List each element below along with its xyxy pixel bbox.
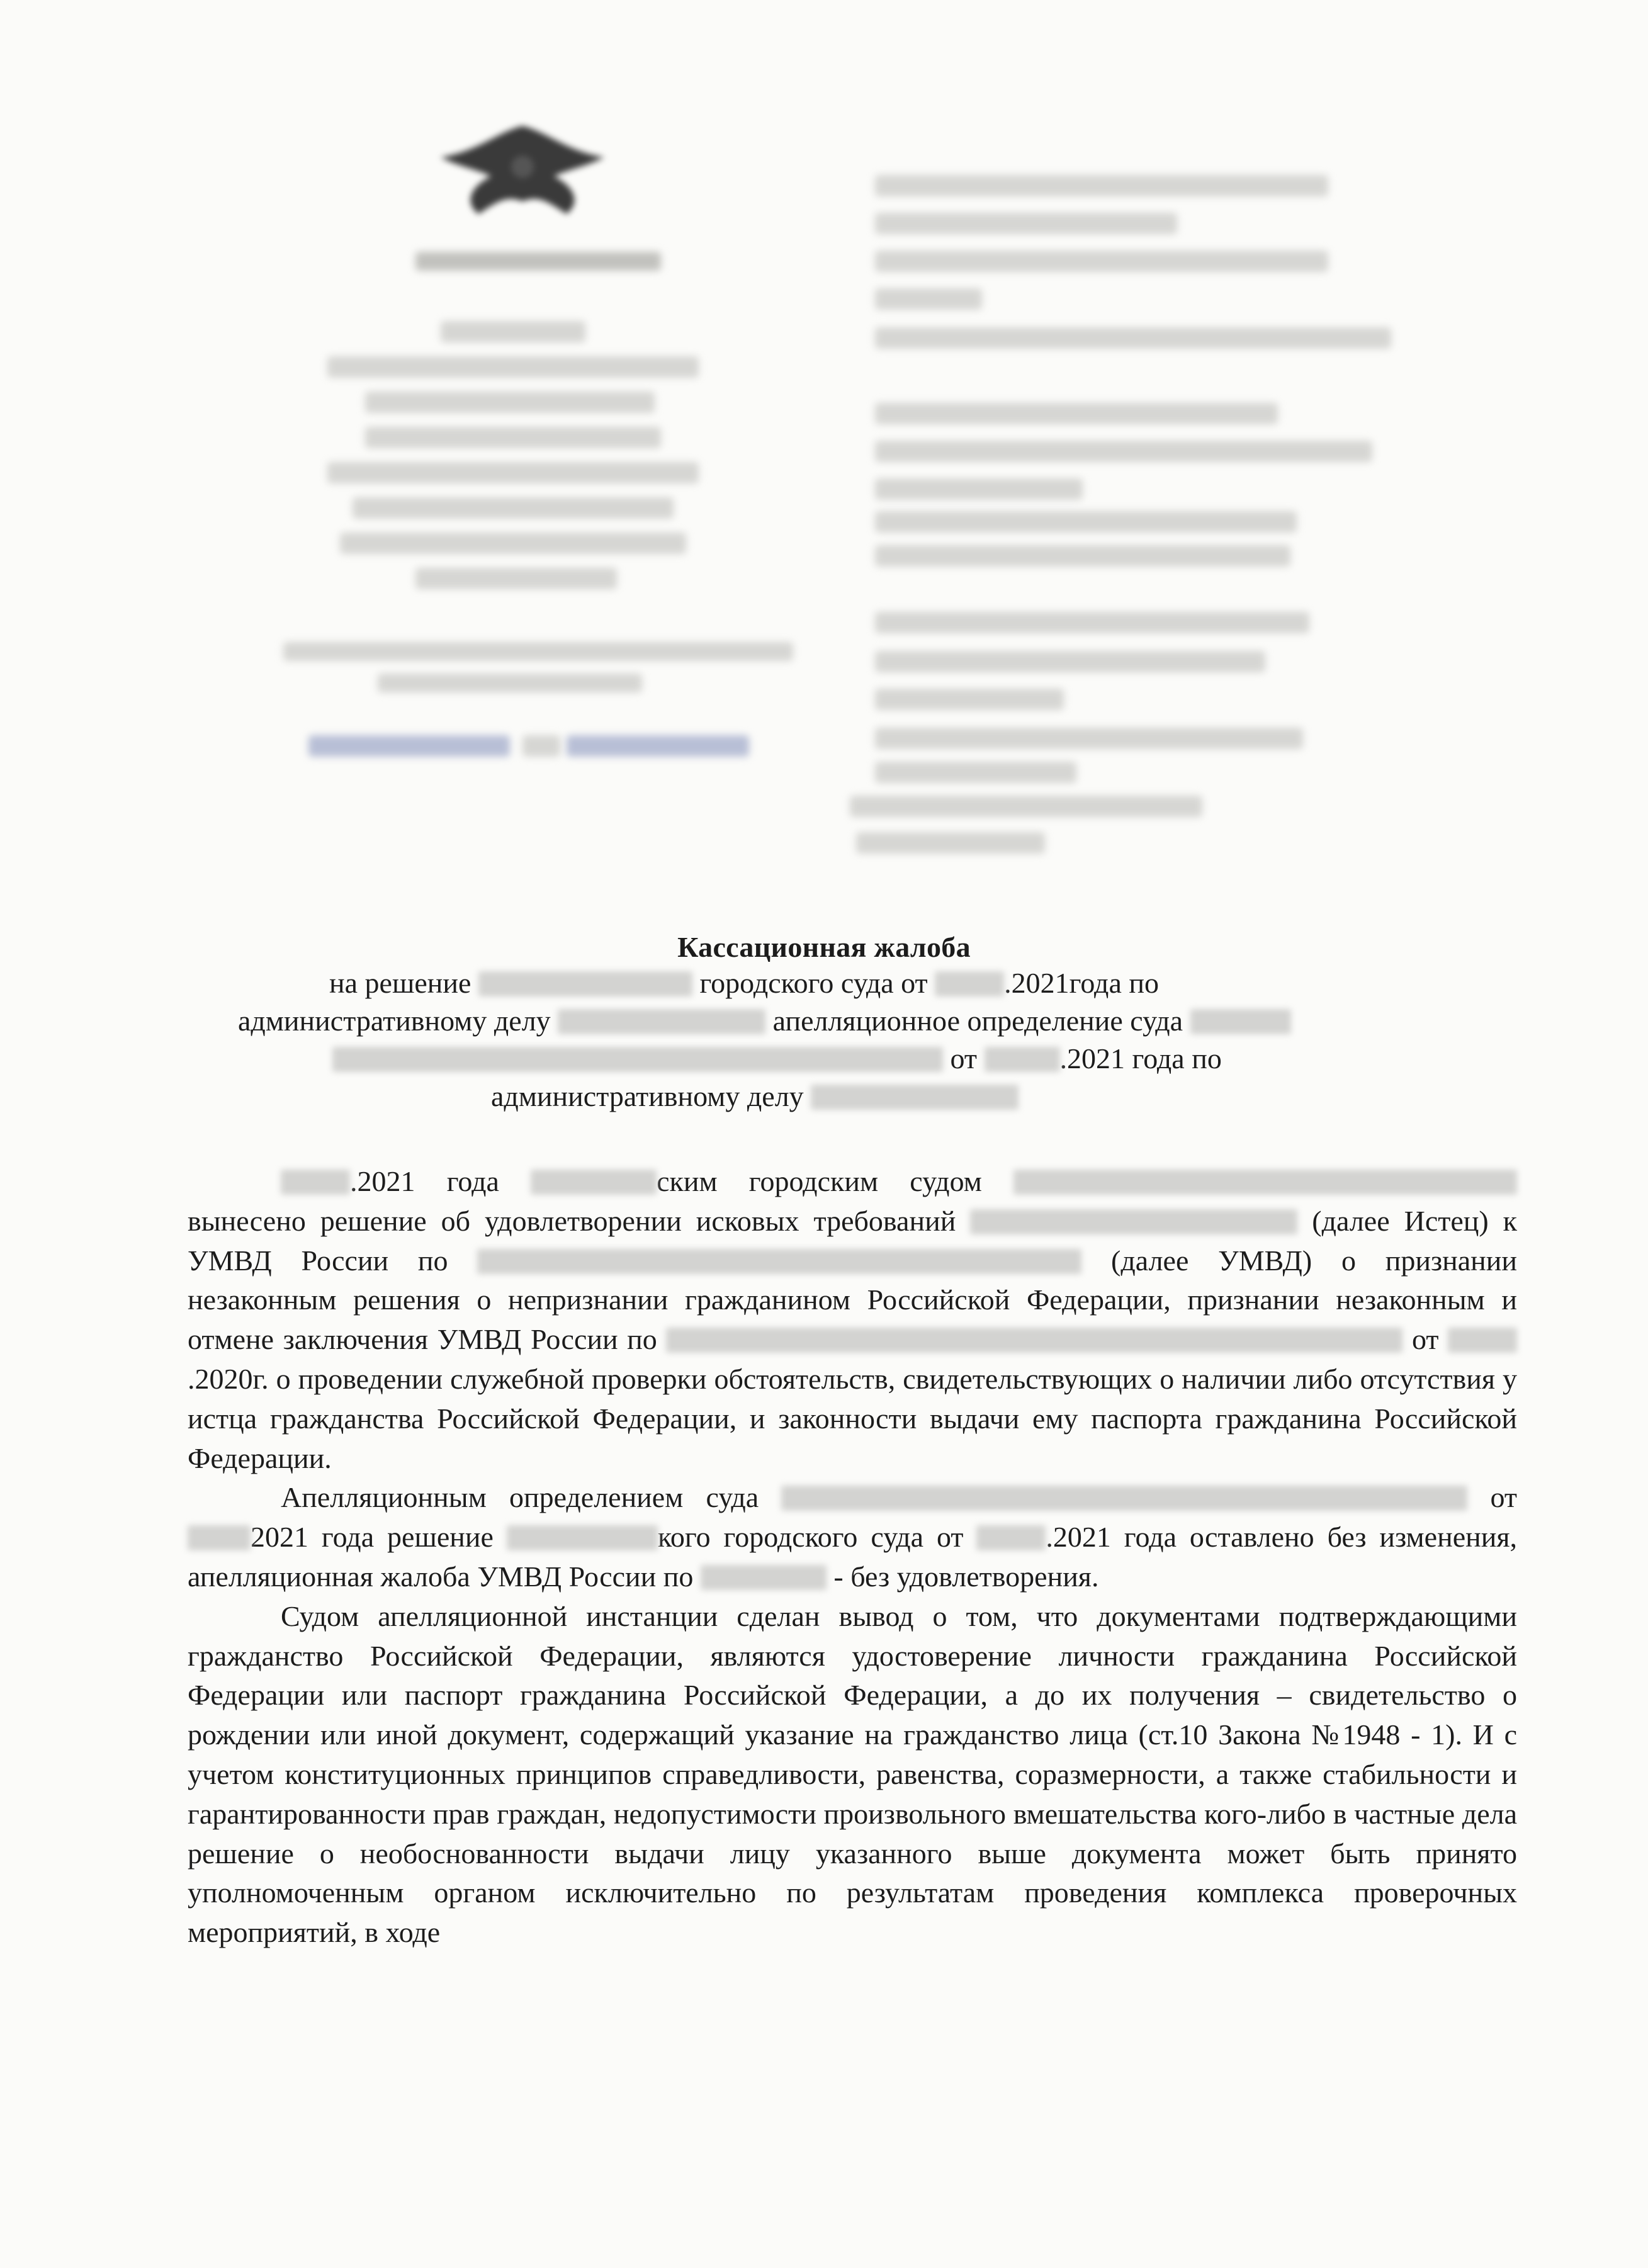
document-title: Кассационная жалоба — [677, 931, 971, 963]
redacted-outgoing-number — [308, 735, 510, 757]
paragraph-1: .2021 года ским городским судом вынесено решение об удовлетворении исковых требований (далее Истец) к УМВД России по (далее УМВД) о признании незаконным решения о непризнании гражданином Российской Федерации, признании незаконным и отмене заключения УМВД России по от .2020г. о проведении служебной проверки обстоятельств, свидетельствующих о наличии либо отсутствия у истца гражданства Российской Федерации, и законности выдачи ему паспорта гражданина Российской Федерации. — [188, 1165, 1518, 1474]
redacted-addressee-line — [856, 832, 1045, 854]
redacted-letterhead-line — [415, 568, 617, 589]
redacted-address-line — [378, 674, 642, 692]
paragraph-3: Судом апелляционной инстанции сделан вывод о том, что документами подтверждающими гражданство Российской Федерации, являются удостоверение личности гражданина Российской Федерации или паспорт гражданина Российской Федерации, а до их получения – свидетельство о рождении или иной документ, содержащий указание на гражданство лица (ст.10 Закона №1948 - 1). И с учетом конституционных принципов справедливости, равенства, соразмерности, а также стабильности и гарантированности прав граждан, недопустимости произвольного вмешательства кого-либо в частные дела решение о необоснованности выдачи лицу указанного выше документа может быть принято уполномоченным органом исключительно по результатам проведения комплекса проверочных мероприятий, в ходе — [188, 1599, 1517, 1949]
subtitle-line-1: на решение городского суда от .2021года по — [329, 967, 1159, 999]
paragraph-2: Апелляционным определением суда от 2021 года решение кого городского суда от .2021 года оставлено без изменения, апелляционная жалоба УМВД России по - без удовлетворения. — [188, 1481, 1518, 1593]
redacted-letterhead-line — [353, 497, 674, 519]
subtitle-line-2: административному делу апелляционное определение суда — [238, 1002, 1291, 1040]
redacted-addressee-line — [875, 728, 1303, 749]
emblem-icon — [403, 107, 642, 233]
redacted-addressee-line — [875, 175, 1328, 196]
redacted-address-line — [283, 642, 793, 661]
subtitle-line-4: административному делу — [491, 1078, 1019, 1115]
redacted-outgoing-no — [522, 735, 560, 757]
redacted-letterhead-line — [441, 321, 585, 342]
subtitle-line-3: от .2021 года по — [332, 1040, 1222, 1078]
redacted-addressee-line — [875, 251, 1328, 272]
redacted-letterhead-line — [327, 356, 699, 378]
redacted-addressee-line — [850, 796, 1202, 817]
redacted-addressee-line — [875, 403, 1278, 424]
redacted-agency-name — [415, 252, 661, 271]
redacted-addressee-line — [875, 762, 1076, 783]
redacted-addressee-line — [875, 651, 1265, 672]
redacted-letterhead-line — [327, 462, 699, 483]
redacted-addressee-line — [875, 511, 1297, 533]
redacted-addressee-line — [875, 213, 1177, 234]
redacted-letterhead-line — [365, 392, 655, 413]
redacted-addressee-line — [875, 327, 1391, 349]
redacted-addressee-line — [875, 478, 1083, 500]
redacted-outgoing-date — [567, 735, 749, 757]
redacted-addressee-line — [875, 288, 982, 310]
redacted-addressee-line — [875, 441, 1372, 462]
redacted-addressee-line — [875, 545, 1290, 567]
redacted-addressee-line — [875, 689, 1064, 710]
document-body — [188, 1162, 1517, 1953]
redacted-letterhead-line — [365, 427, 661, 448]
redacted-addressee-line — [875, 612, 1309, 633]
redacted-letterhead-line — [340, 533, 686, 554]
